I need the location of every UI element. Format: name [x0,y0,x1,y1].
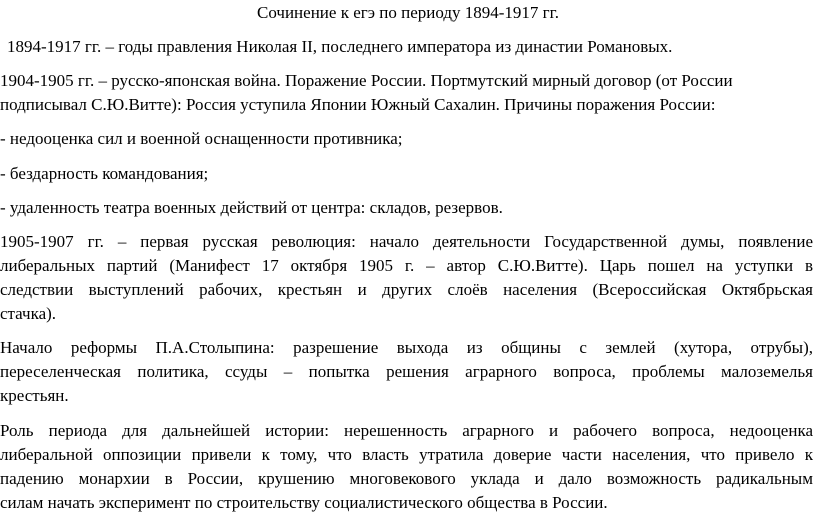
paragraph-role-line-2: либеральной оппозиции привели к тому, что власть утратила доверие части населения, что привело к [0,445,813,464]
paragraph-revolution-line-2: либеральных партий (Манифест 17 октября 1905 г. – автор С.Ю.Витте). Царь пошел на уступки в [0,256,813,275]
paragraph-reform-line-1: Начало реформы П.А.Столыпина: разрешение выхода из общины с землей (хутора, отрубы), [0,338,813,357]
paragraph-reign: 1894-1917 гг. – годы правления Николая II, последнего императора из династии Романовых. [7,37,673,56]
list-item-underestimation: - недооценка сил и военной оснащенности противника; [0,129,403,148]
paragraph-reform-line-3: крестьян. [0,386,69,405]
paragraph-role-line-1: Роль периода для дальнейшей истории: нерешенность аграрного и рабочего вопроса, недооценка [0,421,813,440]
paragraph-war-line-1: 1904-1905 гг. – русско-японская война. Поражение России. Портмутский мирный договор (от России [0,71,733,90]
document-title: Сочинение к егэ по периоду 1894-1917 гг. [257,3,559,22]
list-item-distance: - удаленность театра военных действий от центра: складов, резервов. [0,198,503,217]
paragraph-revolution-line-4: стачка). [0,304,57,323]
paragraph-role-line-4: силам начать эксперимент по строительству социалистического общества в России. [0,493,608,512]
paragraph-revolution-line-1: 1905-1907 гг. – первая русская революция: начало деятельности Государственной думы, появление [0,232,813,251]
paragraph-reform-line-2: переселенческая политика, ссуды – попытка решения аграрного вопроса, проблемы малоземелья [0,362,813,381]
paragraph-revolution-line-3: следствии выступлений рабочих, крестьян и других слоёв населения (Всероссийская Октябрьская [0,280,813,299]
paragraph-role-line-3: падению монархии в России, крушению многовекового уклада и дало возможность радикальным [0,469,813,488]
paragraph-war-line-2: подписывал С.Ю.Витте): Россия уступила Японии Южный Сахалин. Причины поражения России: [0,95,716,114]
list-item-command: - бездарность командования; [0,164,209,183]
